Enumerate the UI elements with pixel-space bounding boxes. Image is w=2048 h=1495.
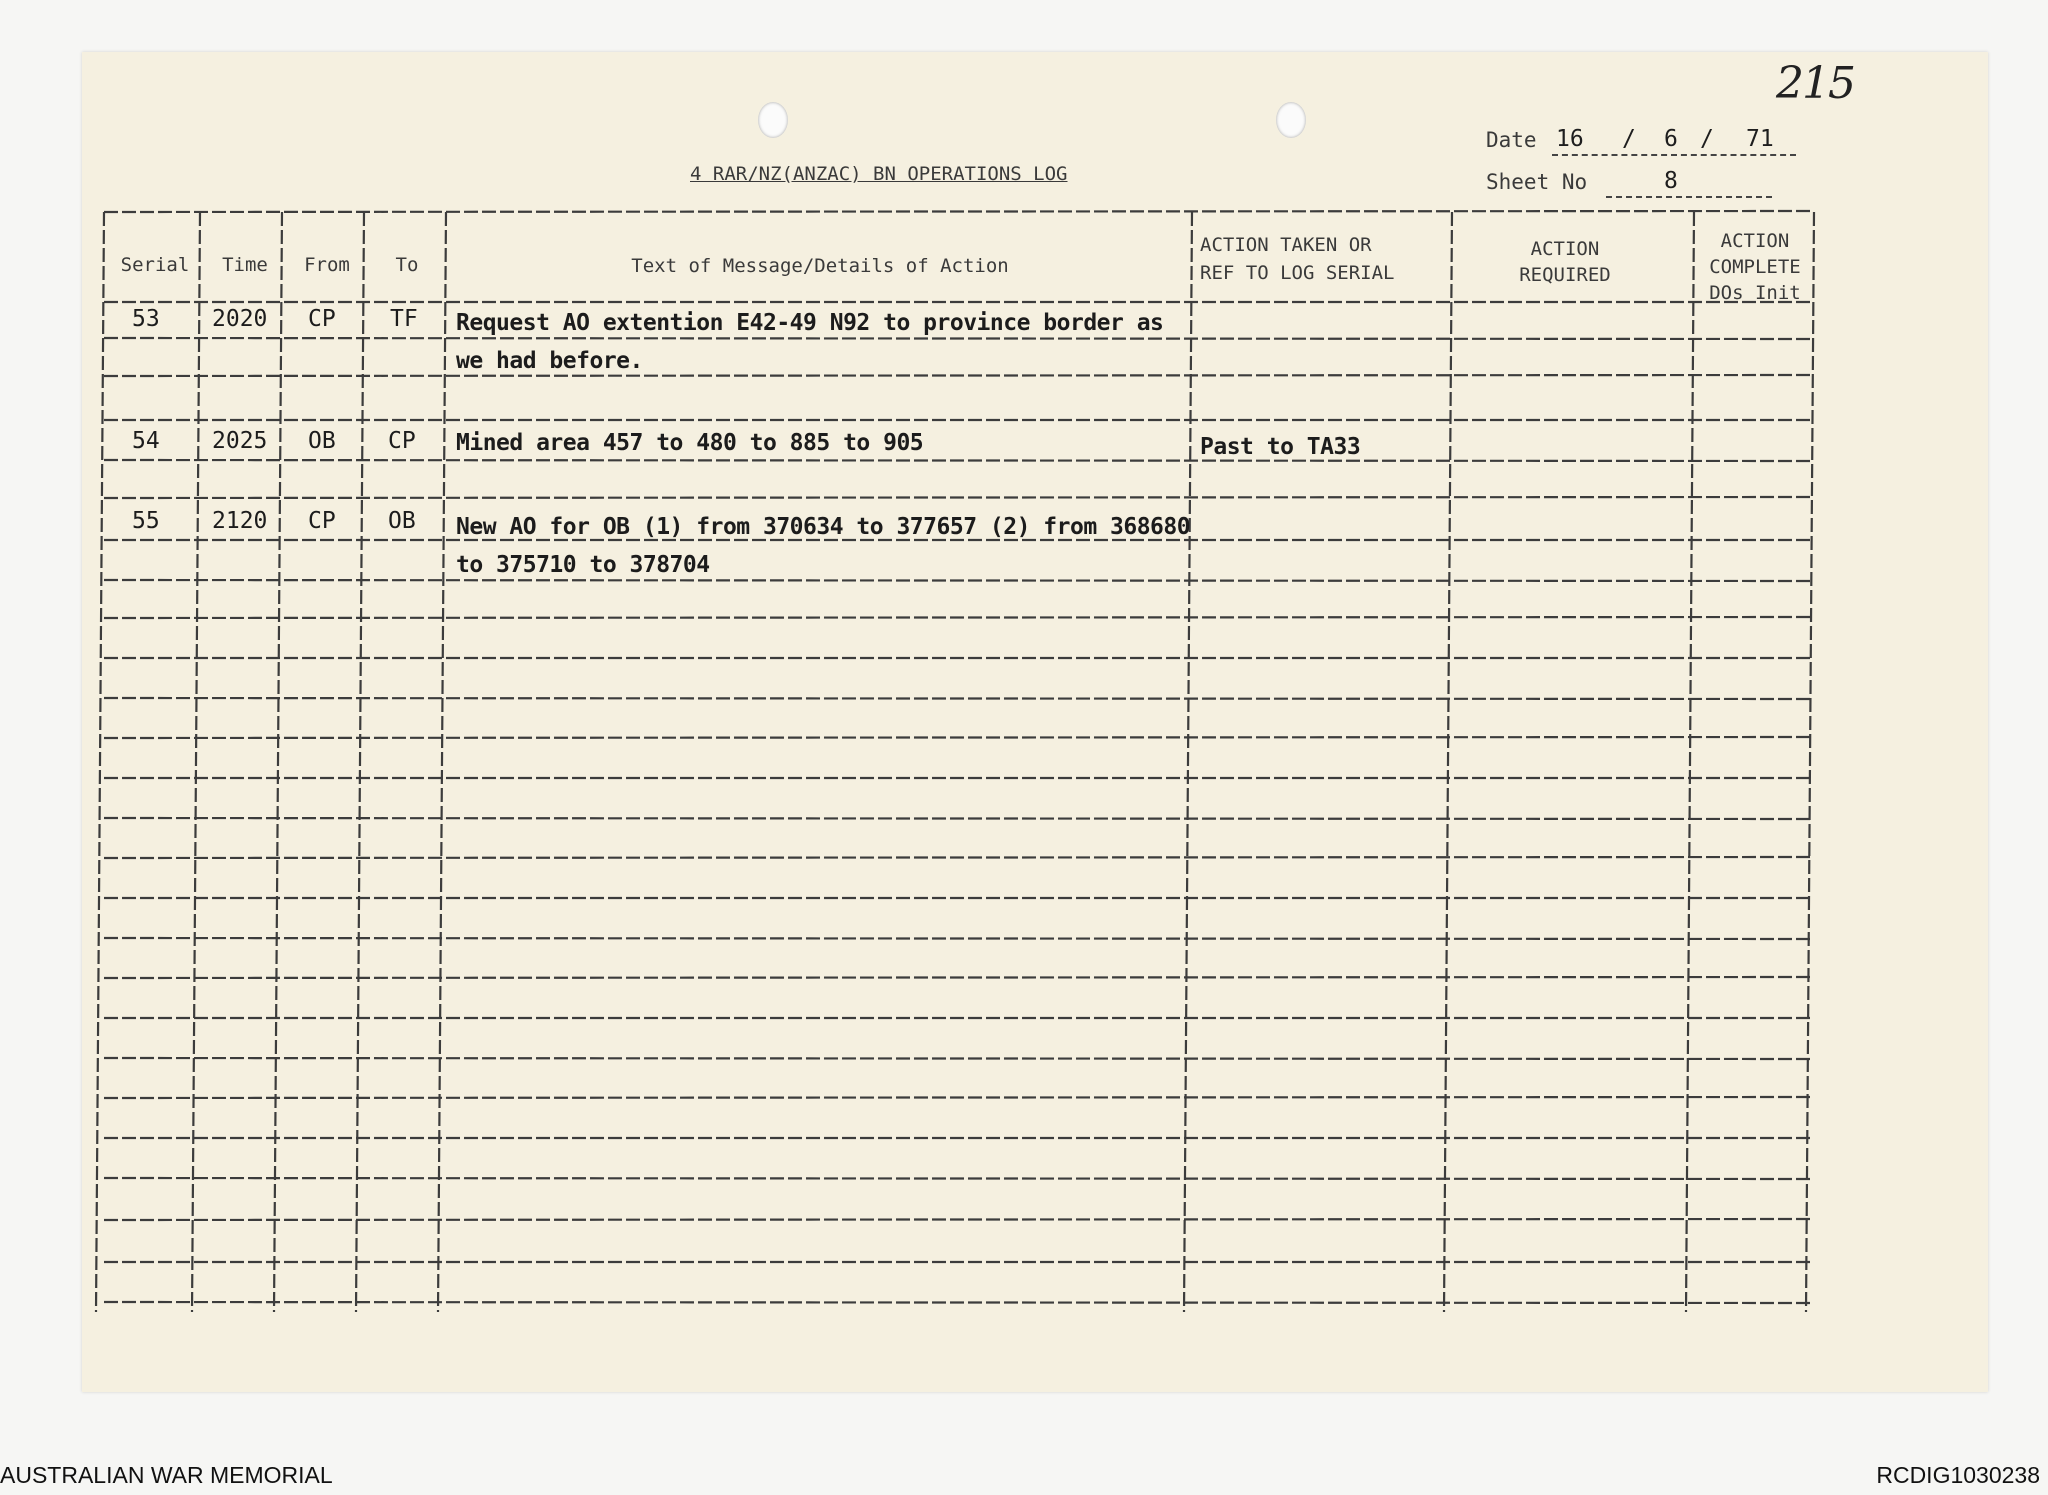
col-serial-header: Serial xyxy=(120,254,190,276)
table-column-rule xyxy=(356,212,364,1312)
col-action-required-header-line2: REQUIRED xyxy=(1519,264,1611,286)
col-text-header: Text of Message/Details of Action xyxy=(631,255,1009,277)
table-rule xyxy=(104,338,1814,339)
table-rule xyxy=(104,1058,1814,1059)
col-action-complete-header-line2: COMPLETE xyxy=(1709,256,1801,278)
entry-54-from: OB xyxy=(308,428,336,454)
date-sep-1: / xyxy=(1622,126,1636,152)
date-month: 6 xyxy=(1664,126,1678,152)
table-rule xyxy=(104,1219,1814,1220)
col-to-header: To xyxy=(395,254,419,276)
entry-54-serial: 54 xyxy=(132,428,160,454)
table-rule xyxy=(104,1097,1814,1098)
footer-institution: AUSTRALIAN WAR MEMORIAL xyxy=(0,1462,333,1488)
table-rule xyxy=(104,460,1814,461)
table-rule xyxy=(104,1178,1814,1179)
table-column-rule xyxy=(96,212,104,1312)
entry-55-serial: 55 xyxy=(132,508,160,534)
col-action-taken-header-line1: ACTION TAKEN OR xyxy=(1200,234,1372,256)
entry-55-text-line2: to 375710 to 378704 xyxy=(456,552,710,578)
entry-54-time: 2025 xyxy=(212,428,268,454)
entry-53-text-line1: Request AO extention E42-49 N92 to province border as xyxy=(456,310,1164,336)
entry-53-serial: 53 xyxy=(132,306,160,332)
table-column-rule xyxy=(274,212,282,1312)
col-action-taken-header-line2: REF TO LOG SERIAL xyxy=(1200,262,1395,284)
col-time-header: Time xyxy=(222,254,268,276)
date-label: Date xyxy=(1486,128,1537,152)
col-from-header: From xyxy=(304,254,350,276)
entry-55-text-line1: New AO for OB (1) from 370634 to 377657 (2) from 368680 xyxy=(456,514,1191,540)
date-sep-2: / xyxy=(1700,126,1714,152)
table-column-rule xyxy=(1444,212,1452,1312)
folio-number: 215 xyxy=(1776,58,1854,109)
entry-54-text-line1: Mined area 457 to 480 to 885 to 905 xyxy=(456,430,924,456)
entry-53-to: TF xyxy=(390,306,418,332)
table-rule xyxy=(104,375,1814,376)
entry-54-to: CP xyxy=(388,428,416,454)
entry-53-text-line2: we had before. xyxy=(456,348,643,374)
table-column-rule xyxy=(1686,212,1694,1312)
entry-53-time: 2020 xyxy=(212,306,268,332)
page-title: 4 RAR/NZ(ANZAC) BN OPERATIONS LOG xyxy=(690,163,1068,185)
table-rule xyxy=(104,938,1814,939)
table-rule xyxy=(104,497,1814,498)
date-year: 71 xyxy=(1746,126,1774,152)
entry-54-action-taken: Past to TA33 xyxy=(1200,434,1361,460)
table-rule xyxy=(104,1302,1814,1303)
entry-55-time: 2120 xyxy=(212,508,268,534)
col-action-required-header-line1: ACTION xyxy=(1530,238,1600,260)
date-day: 16 xyxy=(1556,126,1584,152)
col-action-complete-header-line3: DOs Init xyxy=(1709,282,1801,304)
sheet-no: 8 xyxy=(1664,168,1678,194)
col-action-complete-header-line1: ACTION xyxy=(1720,230,1790,252)
table-column-rule xyxy=(1806,212,1814,1312)
table-rule xyxy=(104,977,1814,978)
sheet-no-label: Sheet No xyxy=(1486,170,1588,194)
entry-53-from: CP xyxy=(308,306,336,332)
entry-55-to: OB xyxy=(388,508,416,534)
footer-image-id: RCDIG1030238 xyxy=(1876,1462,2040,1488)
table-column-rule xyxy=(438,212,446,1312)
table-rule xyxy=(104,857,1814,858)
table-rule xyxy=(104,211,1814,212)
entry-55-from: CP xyxy=(308,508,336,534)
table-column-rule xyxy=(1184,212,1192,1312)
